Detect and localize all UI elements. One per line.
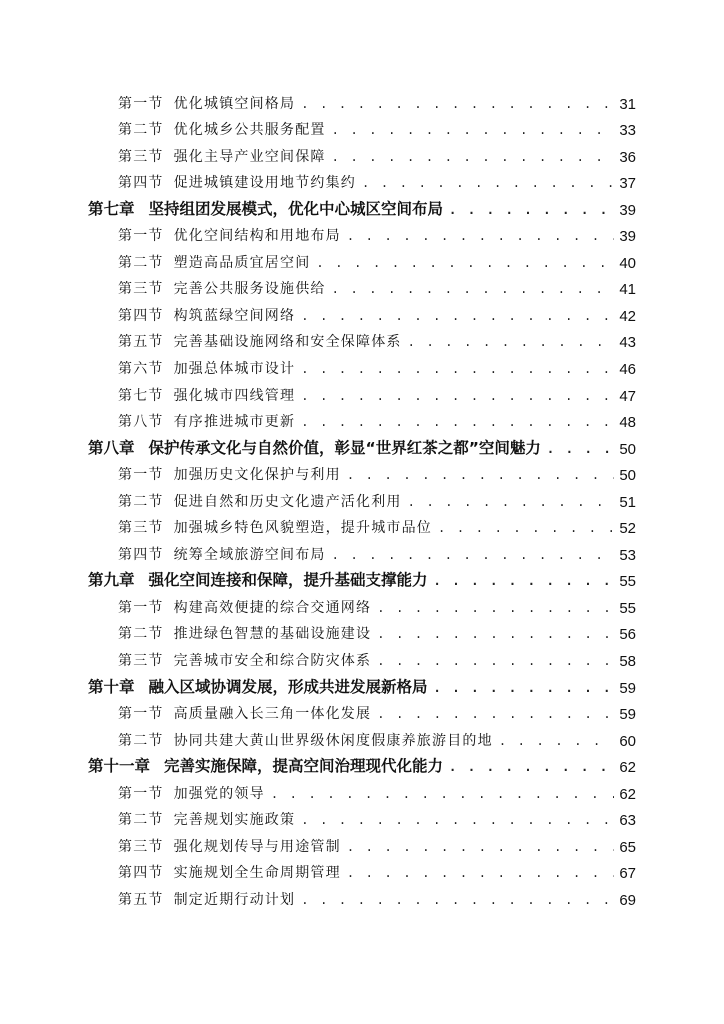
entry-label <box>118 623 371 643</box>
toc-section-entry[interactable] <box>0 327 724 354</box>
chapter-number: 第十章 <box>88 677 135 696</box>
section-number: 第二节 <box>118 122 164 139</box>
page-number: 65 <box>619 838 636 856</box>
entry-label <box>118 93 295 113</box>
entry-label <box>118 809 295 829</box>
section-title: 强化规划传导与用途管制 <box>173 838 341 855</box>
section-number: 第三节 <box>118 148 164 165</box>
dot-leader <box>547 442 614 456</box>
toc-section-entry[interactable] <box>0 380 724 407</box>
page-number: 50 <box>619 440 636 458</box>
toc-chapter-entry[interactable] <box>0 672 724 699</box>
dot-leader <box>434 574 614 588</box>
page-number: 62 <box>619 759 636 777</box>
entry-label <box>118 411 295 431</box>
toc-section-entry[interactable] <box>0 884 724 911</box>
section-title: 加强城乡特色风貌塑造，提升城市品位 <box>173 520 433 537</box>
section-title: 完善公共服务设施供给 <box>173 281 326 298</box>
toc-section-entry[interactable] <box>0 645 724 672</box>
section-title: 有序推进城市更新 <box>173 414 296 431</box>
page-number: 40 <box>619 254 636 272</box>
section-number: 第八节 <box>118 414 164 431</box>
section-title: 完善规划实施政策 <box>173 812 296 829</box>
page-number: 41 <box>619 281 636 299</box>
section-title: 完善基础设施网络和安全保障体系 <box>173 334 402 351</box>
entry-label <box>118 172 356 192</box>
entry-label <box>118 544 326 564</box>
page-number: 37 <box>619 175 636 193</box>
section-number: 第五节 <box>118 334 164 351</box>
section-title: 高质量融入长三角一体化发展 <box>173 706 372 723</box>
toc-section-entry[interactable] <box>0 247 724 274</box>
dot-leader <box>449 760 614 774</box>
toc-section-entry[interactable] <box>0 513 724 540</box>
dot-leader <box>347 840 614 854</box>
toc-section-entry[interactable] <box>0 619 724 646</box>
section-title: 优化城镇空间格局 <box>173 95 296 112</box>
toc-section-entry[interactable] <box>0 88 724 115</box>
section-title: 推进绿色智慧的基础设施建设 <box>173 626 372 643</box>
entry-label <box>118 650 371 670</box>
page-number: 46 <box>619 361 636 379</box>
dot-leader <box>301 893 614 907</box>
section-number: 第四节 <box>118 175 164 192</box>
toc-section-entry[interactable] <box>0 221 724 248</box>
page-number: 31 <box>619 95 636 113</box>
dot-leader <box>377 627 614 641</box>
chapter-number: 第七章 <box>88 199 135 218</box>
section-number: 第四节 <box>118 865 164 882</box>
dot-leader <box>408 495 614 509</box>
dot-leader <box>408 335 614 349</box>
page-number: 33 <box>619 122 636 140</box>
dot-leader <box>316 256 614 270</box>
section-title: 完善城市安全和综合防灾体系 <box>173 653 372 670</box>
section-number: 第四节 <box>118 546 164 563</box>
page-number: 51 <box>619 493 636 511</box>
chapter-number: 第九章 <box>88 571 135 590</box>
toc-section-entry[interactable] <box>0 539 724 566</box>
section-number: 第七节 <box>118 387 164 404</box>
entry-label <box>118 597 371 617</box>
chapter-number: 第八章 <box>88 438 135 457</box>
section-title: 加强总体城市设计 <box>173 361 296 378</box>
toc-section-entry[interactable] <box>0 353 724 380</box>
entry-label <box>118 464 341 484</box>
section-number: 第二节 <box>118 812 164 829</box>
toc-section-entry[interactable] <box>0 407 724 434</box>
entry-label <box>118 385 295 405</box>
section-number: 第一节 <box>118 467 164 484</box>
chapter-title: 完善实施保障，提高空间治理现代化能力 <box>164 757 444 776</box>
dot-leader <box>271 787 614 801</box>
section-title: 塑造高品质宜居空间 <box>173 254 311 271</box>
entry-label <box>118 491 402 511</box>
section-number: 第三节 <box>118 520 164 537</box>
entry-label <box>118 783 265 803</box>
entry-label <box>118 119 326 139</box>
section-number: 第二节 <box>118 626 164 643</box>
page-number: 36 <box>619 148 636 166</box>
section-title: 强化城市四线管理 <box>173 387 296 404</box>
page-number: 43 <box>619 334 636 352</box>
entry-label <box>88 568 428 590</box>
toc-section-entry[interactable] <box>0 168 724 195</box>
dot-leader <box>438 521 614 535</box>
section-number: 第一节 <box>118 785 164 802</box>
section-title: 加强党的领导 <box>173 785 265 802</box>
section-number: 第一节 <box>118 599 164 616</box>
toc-chapter-entry[interactable] <box>0 566 724 593</box>
toc-section-entry[interactable] <box>0 778 724 805</box>
section-title: 制定近期行动计划 <box>173 891 296 908</box>
page-number: 55 <box>619 573 636 591</box>
toc-section-entry[interactable] <box>0 725 724 752</box>
dot-leader <box>301 813 614 827</box>
toc-section-entry[interactable] <box>0 460 724 487</box>
toc-section-entry[interactable] <box>0 831 724 858</box>
section-title: 强化主导产业空间保障 <box>173 148 326 165</box>
dot-leader <box>377 654 614 668</box>
dot-leader <box>301 97 614 111</box>
section-title: 协同共建大黄山世界级休闲度假康养旅游目的地 <box>173 732 493 749</box>
section-number: 第二节 <box>118 493 164 510</box>
page-number: 39 <box>619 228 636 246</box>
dot-leader <box>301 415 614 429</box>
chapter-number: 第十一章 <box>88 757 151 776</box>
dot-leader <box>332 548 614 562</box>
entry-label <box>118 252 310 272</box>
page-number: 55 <box>619 599 636 617</box>
chapter-title: 强化空间连接和保障，提升基础支撑能力 <box>148 571 428 590</box>
page-number: 67 <box>619 865 636 883</box>
chapter-title: 保护传承文化与自然价值，彰显“世界红茶之都”空间魅力 <box>148 438 541 457</box>
section-title: 优化城乡公共服务配置 <box>173 122 326 139</box>
section-number: 第一节 <box>118 95 164 112</box>
dot-leader <box>499 734 614 748</box>
entry-label <box>118 889 295 909</box>
toc-chapter-entry[interactable] <box>0 752 724 779</box>
chapter-title: 融入区域协调发展，形成共进发展新格局 <box>148 677 428 696</box>
section-number: 第三节 <box>118 653 164 670</box>
page-number: 60 <box>619 732 636 750</box>
dot-leader <box>347 866 614 880</box>
entry-label <box>88 754 443 776</box>
dot-leader <box>332 150 614 164</box>
dot-leader <box>301 362 614 376</box>
section-number: 第四节 <box>118 307 164 324</box>
section-title: 优化空间结构和用地布局 <box>173 228 341 245</box>
entry-label <box>118 703 371 723</box>
dot-leader <box>347 468 614 482</box>
section-title: 促进自然和历史文化遗产活化利用 <box>173 493 402 510</box>
dot-leader <box>377 707 614 721</box>
dot-leader <box>377 601 614 615</box>
toc-section-entry[interactable] <box>0 858 724 885</box>
section-number: 第三节 <box>118 838 164 855</box>
section-title: 实施规划全生命周期管理 <box>173 865 341 882</box>
dot-leader <box>301 389 614 403</box>
toc-section-entry[interactable] <box>0 486 724 513</box>
page-number: 50 <box>619 467 636 485</box>
section-number: 第二节 <box>118 732 164 749</box>
section-title: 构筑蓝绿空间网络 <box>173 307 296 324</box>
dot-leader <box>449 203 614 217</box>
page-number: 39 <box>619 201 636 219</box>
section-number: 第六节 <box>118 361 164 378</box>
toc-section-entry[interactable] <box>0 300 724 327</box>
entry-label <box>118 146 326 166</box>
page-number: 42 <box>619 307 636 325</box>
section-title: 加强历史文化保护与利用 <box>173 467 341 484</box>
dot-leader <box>362 176 614 190</box>
table-of-contents <box>0 88 724 911</box>
section-title: 统筹全域旅游空间布局 <box>173 546 326 563</box>
dot-leader <box>347 229 614 243</box>
dot-leader <box>332 123 614 137</box>
toc-section-entry[interactable] <box>0 805 724 832</box>
toc-chapter-entry[interactable] <box>0 194 724 221</box>
entry-label <box>118 730 493 750</box>
section-number: 第二节 <box>118 254 164 271</box>
dot-leader <box>434 681 614 695</box>
entry-label <box>118 225 341 245</box>
section-number: 第一节 <box>118 706 164 723</box>
page-number: 59 <box>619 706 636 724</box>
section-number: 第三节 <box>118 281 164 298</box>
page-number: 62 <box>619 785 636 803</box>
toc-section-entry[interactable] <box>0 141 724 168</box>
page-number: 52 <box>619 520 636 538</box>
section-title: 构建高效便捷的综合交通网络 <box>173 599 372 616</box>
toc-section-entry[interactable] <box>0 592 724 619</box>
entry-label <box>88 436 541 458</box>
section-number: 第五节 <box>118 891 164 908</box>
toc-section-entry[interactable] <box>0 274 724 301</box>
entry-label <box>118 517 432 537</box>
page-number: 59 <box>619 679 636 697</box>
page-number: 58 <box>619 653 636 671</box>
page-number: 56 <box>619 626 636 644</box>
page-number: 48 <box>619 414 636 432</box>
dot-leader <box>301 309 614 323</box>
entry-label <box>118 836 341 856</box>
entry-label <box>118 862 341 882</box>
toc-chapter-entry[interactable] <box>0 433 724 460</box>
page-number: 69 <box>619 891 636 909</box>
dot-leader <box>332 282 614 296</box>
entry-label <box>118 358 295 378</box>
chapter-title: 坚持组团发展模式，优化中心城区空间布局 <box>148 199 444 218</box>
section-title: 促进城镇建设用地节约集约 <box>173 175 357 192</box>
entry-label <box>88 675 428 697</box>
page-number: 53 <box>619 546 636 564</box>
page-number: 63 <box>619 812 636 830</box>
entry-label <box>118 305 295 325</box>
page-number: 47 <box>619 387 636 405</box>
entry-label <box>118 278 326 298</box>
toc-section-entry[interactable] <box>0 699 724 726</box>
entry-label <box>88 197 443 219</box>
toc-section-entry[interactable] <box>0 115 724 142</box>
entry-label <box>118 331 402 351</box>
section-number: 第一节 <box>118 228 164 245</box>
